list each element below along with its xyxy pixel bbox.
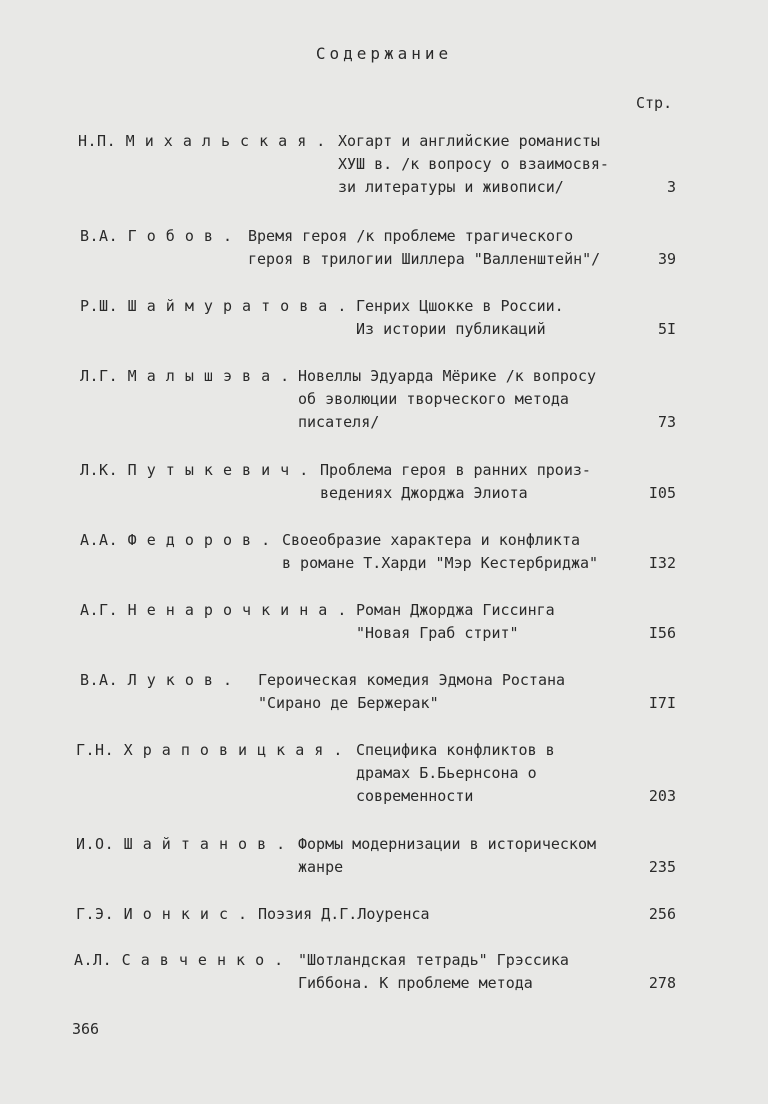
entry-title-line: ХУШ в. /к вопросу о взаимосвя- bbox=[338, 155, 609, 173]
entry-title-line: Из истории публикаций bbox=[356, 320, 546, 338]
entry-title-line: "Шотландская тетрадь" Грэссика bbox=[298, 951, 569, 969]
entry-page-number: I56 bbox=[648, 624, 676, 642]
entry-title-line: Проблема героя в ранних произ- bbox=[320, 461, 591, 479]
entry-author: Н.П. М и х а л ь с к а я . bbox=[78, 132, 326, 150]
entry-author: А.Г. Н е н а р о ч к и н а . bbox=[80, 601, 347, 619]
entry-title-line: "Новая Граб стрит" bbox=[356, 624, 519, 642]
entry-page-number: I05 bbox=[648, 484, 676, 502]
entry-author: Г.Э. И о н к и с . bbox=[76, 905, 248, 923]
entry-title-line: Поэзия Д.Г.Лоуренса bbox=[258, 905, 430, 923]
entry-author: А.А. Ф е д о р о в . bbox=[80, 531, 271, 549]
entry-title-line: Генрих Цшокке в России. bbox=[356, 297, 564, 315]
entry-author: Л.Г. М а л ы ш э в а . bbox=[80, 367, 290, 385]
entry-page-number: 73 bbox=[657, 413, 676, 431]
entry-author: Р.Ш. Ш а й м у р а т о в а . bbox=[80, 297, 347, 315]
entry-author: А.Л. С а в ч е н к о . bbox=[74, 951, 284, 969]
entry-author: Г.Н. Х р а п о в и ц к а я . bbox=[76, 741, 343, 759]
entry-page-number: 235 bbox=[648, 858, 676, 876]
entry-title-line: Время героя /к проблеме трагического bbox=[248, 227, 574, 245]
entry-page-number: I7I bbox=[648, 694, 676, 712]
entry-title-line: в романе Т.Харди "Мэр Кестербриджа" bbox=[282, 554, 599, 572]
page-column-label: Стр. bbox=[636, 94, 673, 112]
entry-author: В.А. Л у к о в . bbox=[80, 671, 233, 689]
entry-page-number: I32 bbox=[648, 554, 676, 572]
entry-title-line: Хогарт и английские романисты bbox=[338, 132, 600, 150]
entry-title-line: зи литературы и живописи/ bbox=[338, 178, 564, 196]
footer-page-number: 366 bbox=[72, 1020, 100, 1038]
entry-title-line: современности bbox=[356, 787, 474, 805]
entry-page-number: 256 bbox=[648, 905, 676, 923]
entry-page-number: 39 bbox=[657, 250, 676, 268]
entry-title-line: Новеллы Эдуарда Мёрике /к вопросу bbox=[298, 367, 597, 385]
entry-title-line: Формы модернизации в историческом bbox=[298, 835, 597, 853]
page-title: Содержание bbox=[315, 44, 453, 63]
entry-page-number: 5I bbox=[657, 320, 676, 338]
entry-title-line: Героическая комедия Эдмона Ростана bbox=[258, 671, 566, 689]
entry-page-number: 278 bbox=[648, 974, 676, 992]
entry-title-line: Своеобразие характера и конфликта bbox=[282, 531, 581, 549]
entry-author: В.А. Г о б о в . bbox=[80, 227, 233, 245]
entry-title-line: Гиббона. К проблеме метода bbox=[298, 974, 533, 992]
entry-title-line: Специфика конфликтов в bbox=[356, 741, 555, 759]
entry-title-line: ведениях Джорджа Элиота bbox=[320, 484, 528, 502]
entry-title-line: писателя/ bbox=[298, 413, 380, 431]
entry-title-line: жанре bbox=[298, 858, 344, 876]
entry-title-line: об эволюции творческого метода bbox=[298, 390, 569, 408]
entry-author: И.О. Ш а й т а н о в . bbox=[76, 835, 286, 853]
entry-title-line: драмах Б.Бьернсона о bbox=[356, 764, 537, 782]
entry-title-line: героя в трилогии Шиллера "Валленштейн"/ bbox=[248, 250, 601, 268]
entry-title-line: Роман Джорджа Гиссинга bbox=[356, 601, 555, 619]
entry-title-line: "Сирано де Бержерак" bbox=[258, 694, 439, 712]
entry-page-number: 203 bbox=[648, 787, 676, 805]
entry-page-number: 3 bbox=[666, 178, 676, 196]
entry-author: Л.К. П у т ы к е в и ч . bbox=[80, 461, 309, 479]
